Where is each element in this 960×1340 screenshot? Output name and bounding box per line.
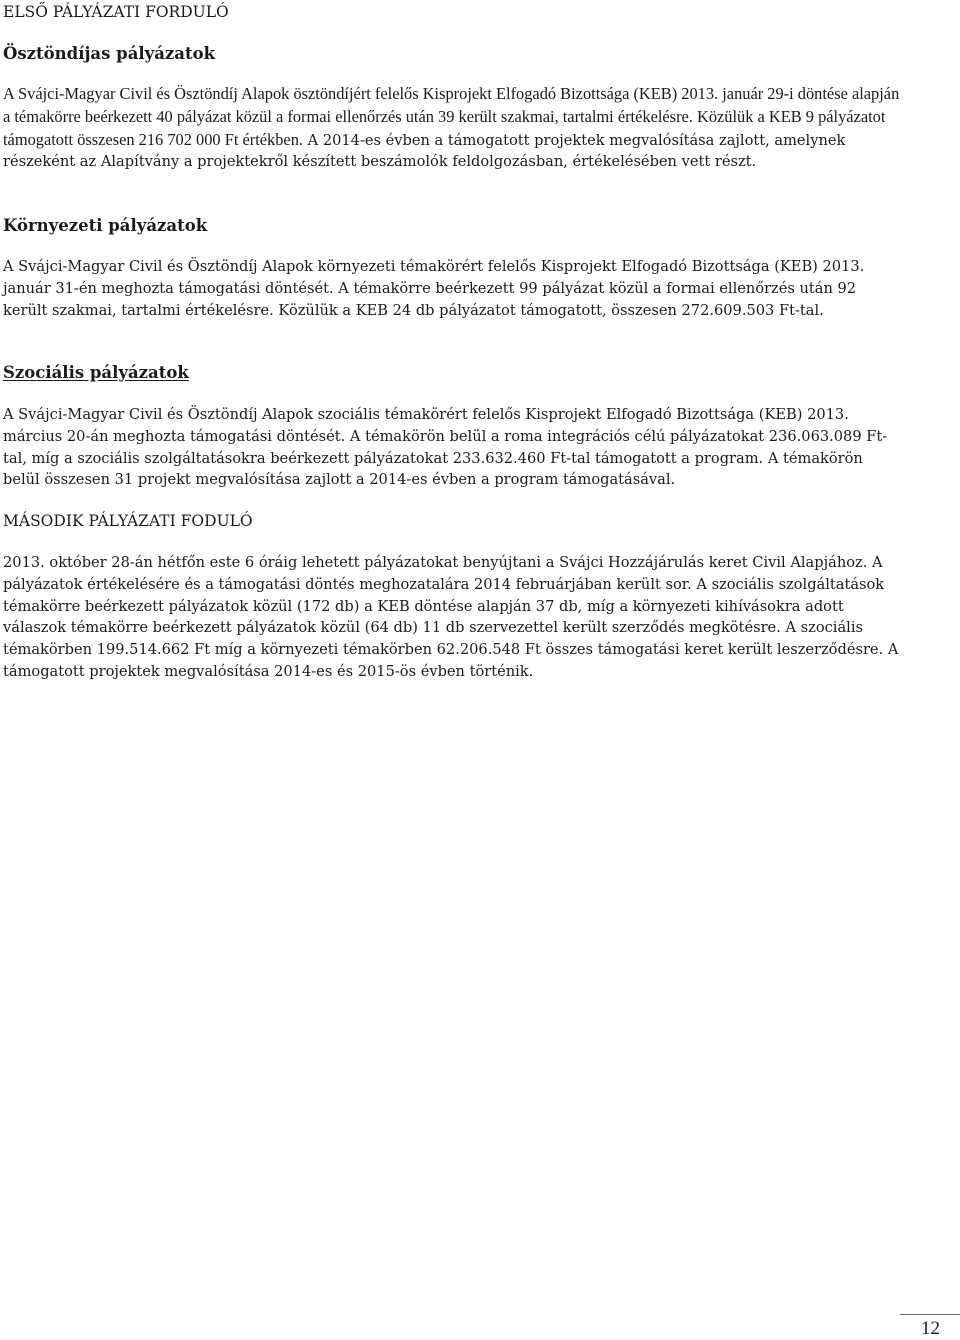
paragraph-scholarship bbox=[3, 83, 903, 173]
paragraph-second-round: 2013. október 28-án hétfőn este 6 óráig lehetett pályázatokat benyújtani a Svájci Hozzájárulás keret Civil Alapjához. A pályázatok értékelésére és a támogatási döntés meghozatalára 2014 februárjában került sor. A szociális szolgáltatások témakörre beérkezett pályázatok közül (172 db) a KEB döntése alapján 37 db, míg a környezeti kihívásokra adott válaszok témakörre beérkezett pályázatok közül (64 db) 11 db szervezettel került szerződés megkötésre. A szociális témakörben 199.514.662 Ft míg a környezeti témakörben 62.206.548 Ft összes támogatási keret került leszerződésre. A támogatott projektek megvalósítása 2014-es és 2015-ös évben történik. bbox=[3, 554, 899, 680]
paragraph-scholarship-part2: A 2014-es évben a támogatott projektek megvalósítása zajlott, amelynek részeként az Alapítvány a projektekről készített beszámolók feldolgozásban, értékelésében vett részt. bbox=[3, 131, 846, 171]
paragraph-scholarship-part1: A Svájci-Magyar Civil és Ösztöndíj Alapok ösztöndíjért felelős Kisprojekt Elfogadó Bizottsága (KEB) 2013. január 29-i döntése alapján a témakörre beérkezett 40 pályázat közül a formai ellenőrzés után 39 került szakmai, tartalmi értékelésre. Közülük a KEB 9 pályázatot támogatott összesen 216 702 000 Ft értékben. bbox=[3, 84, 900, 149]
paragraph-social: A Svájci-Magyar Civil és Ösztöndíj Alapok szociális témakörért felelős Kisprojekt Elfogadó Bizottsága (KEB) 2013. március 20-án meghozta támogatási döntését. A témakörön belül a roma integrációs célú pályázatokat 236.063.089 Ft-tal, míg a szociális szolgáltatásokra beérkezett pályázatokat 233.632.460 Ft-tal támogatott a program. A témakörön belül összesen 31 projekt megvalósítása zajlott a 2014-es évben a program támogatásával. bbox=[3, 406, 888, 489]
paragraph-environmental: A Svájci-Magyar Civil és Ösztöndíj Alapok környezeti témakörért felelős Kisprojekt Elfogadó Bizottsága (KEB) 2013. január 31-én meghozta támogatási döntését. A témakörre beérkezett 99 pályázat közül a formai ellenőrzés után 92 került szakmai, tartalmi értékelésre. Közülük a KEB 24 db pályázatot támogatott, összesen 272.609.503 Ft-tal. bbox=[3, 258, 865, 319]
footer-rule bbox=[900, 1314, 960, 1315]
section-title-first-round: ELSŐ PÁLYÁZATI FORDULÓ bbox=[3, 3, 229, 21]
section-title-second-round: MÁSODIK PÁLYÁZATI FODULÓ bbox=[3, 512, 253, 530]
page-number: 12 bbox=[921, 1318, 940, 1339]
heading-scholarship-applications: Ösztöndíjas pályázatok bbox=[3, 44, 216, 63]
heading-environmental-applications: Környezeti pályázatok bbox=[3, 216, 208, 235]
heading-social-applications: Szociális pályázatok bbox=[3, 363, 189, 382]
